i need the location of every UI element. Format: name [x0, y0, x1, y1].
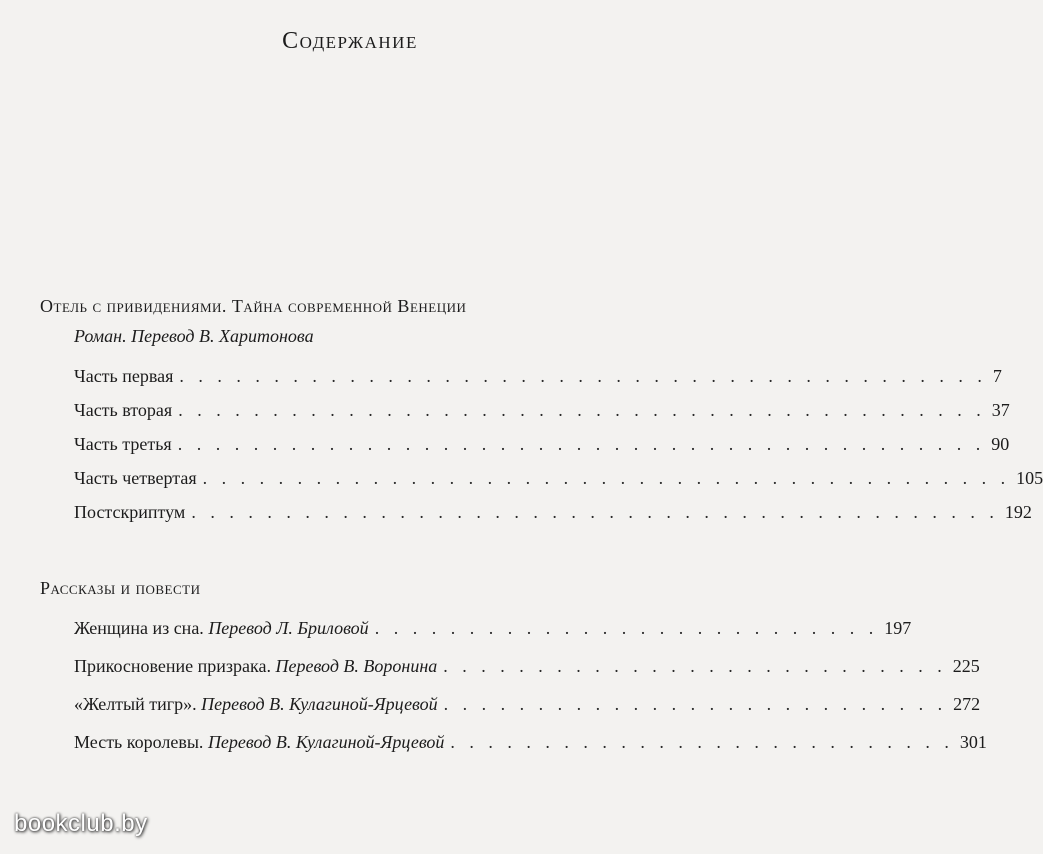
toc-page-number: 197: [884, 618, 912, 638]
story-translator: Перевод Л. Бриловой: [208, 618, 369, 638]
leader-dots: . . . . . . . . . . . . . . . . . . . . . . . . . . . . . . . . . . . . . . . . . . .: [179, 366, 987, 386]
novel-subtitle: Роман. Перевод В. Харитонова: [74, 326, 314, 346]
stories-heading: Рассказы и повести: [40, 578, 201, 598]
toc-page-number: 301: [959, 732, 987, 752]
toc-page-number: 272: [953, 694, 981, 714]
toc-entry: [74, 732, 987, 753]
leader-dots: . . . . . . . . . . . . . . . . . . . . . . . . . . . . . . . . . . . . . . . . . . .: [178, 400, 986, 420]
toc-entry: [74, 468, 1043, 489]
toc-entry-label: Часть вторая: [74, 400, 173, 420]
toc-entry-label: Постскриптум: [74, 502, 186, 522]
toc-entry: [74, 618, 912, 639]
page-title: Содержание: [282, 28, 418, 54]
story-title: «Желтый тигр».: [74, 694, 197, 714]
novel-heading: Отель с привидениями. Тайна современной Венеции: [40, 296, 467, 316]
story-title: Женщина из сна.: [74, 618, 204, 638]
toc-page-number: 7: [992, 366, 1002, 386]
site-watermark: bookclub.by: [14, 810, 148, 837]
toc-entry: [74, 656, 980, 677]
story-title: Прикосновение призрака.: [74, 656, 271, 676]
leader-dots: . . . . . . . . . . . . . . . . . . . . . . . . . . . . . . . . . . . . . . . . . . .: [177, 434, 986, 454]
leader-dots: . . . . . . . . . . . . . . . . . . . . . . . . . . . . . . . . . . . . . . . . . . .: [191, 502, 999, 522]
toc-entry-label: Часть третья: [74, 434, 172, 454]
toc-entry-label: Часть первая: [74, 366, 174, 386]
toc-entry-label: [74, 694, 438, 715]
toc-entry: [74, 434, 1010, 455]
leader-dots: . . . . . . . . . . . . . . . . . . . . . . . . . . . . . . . . . . . . . . . . . . .: [202, 468, 1011, 488]
toc-entry: [74, 400, 1010, 421]
toc-page-number: 37: [991, 400, 1010, 420]
toc-entry-label: Часть четвертая: [74, 468, 197, 488]
toc-entry-label: [74, 618, 369, 639]
toc-page-number: 192: [1004, 502, 1032, 522]
toc-entry: [74, 366, 1002, 387]
story-translator: Перевод В. Кулагиной-Ярцевой: [201, 694, 438, 714]
leader-dots: . . . . . . . . . . . . . . . . . . . . . . . . . . .: [443, 656, 947, 676]
story-title: Месть королевы.: [74, 732, 204, 752]
story-translator: Перевод В. Кулагиной-Ярцевой: [207, 732, 445, 752]
toc-entry-label: [74, 656, 437, 677]
toc-page-number: 90: [991, 434, 1010, 454]
toc-page-number: 225: [952, 656, 980, 676]
leader-dots: . . . . . . . . . . . . . . . . . . . . . . . . . . .: [443, 694, 948, 714]
toc-entry: [74, 694, 981, 715]
story-translator: Перевод В. Воронина: [275, 656, 438, 676]
leader-dots: . . . . . . . . . . . . . . . . . . . . . . . . . . .: [450, 732, 954, 752]
toc-entry-label: [74, 732, 444, 753]
toc-page-number: 105: [1016, 468, 1043, 488]
toc-entry: [74, 502, 1032, 523]
leader-dots: . . . . . . . . . . . . . . . . . . . . . . . . . . .: [374, 618, 879, 638]
